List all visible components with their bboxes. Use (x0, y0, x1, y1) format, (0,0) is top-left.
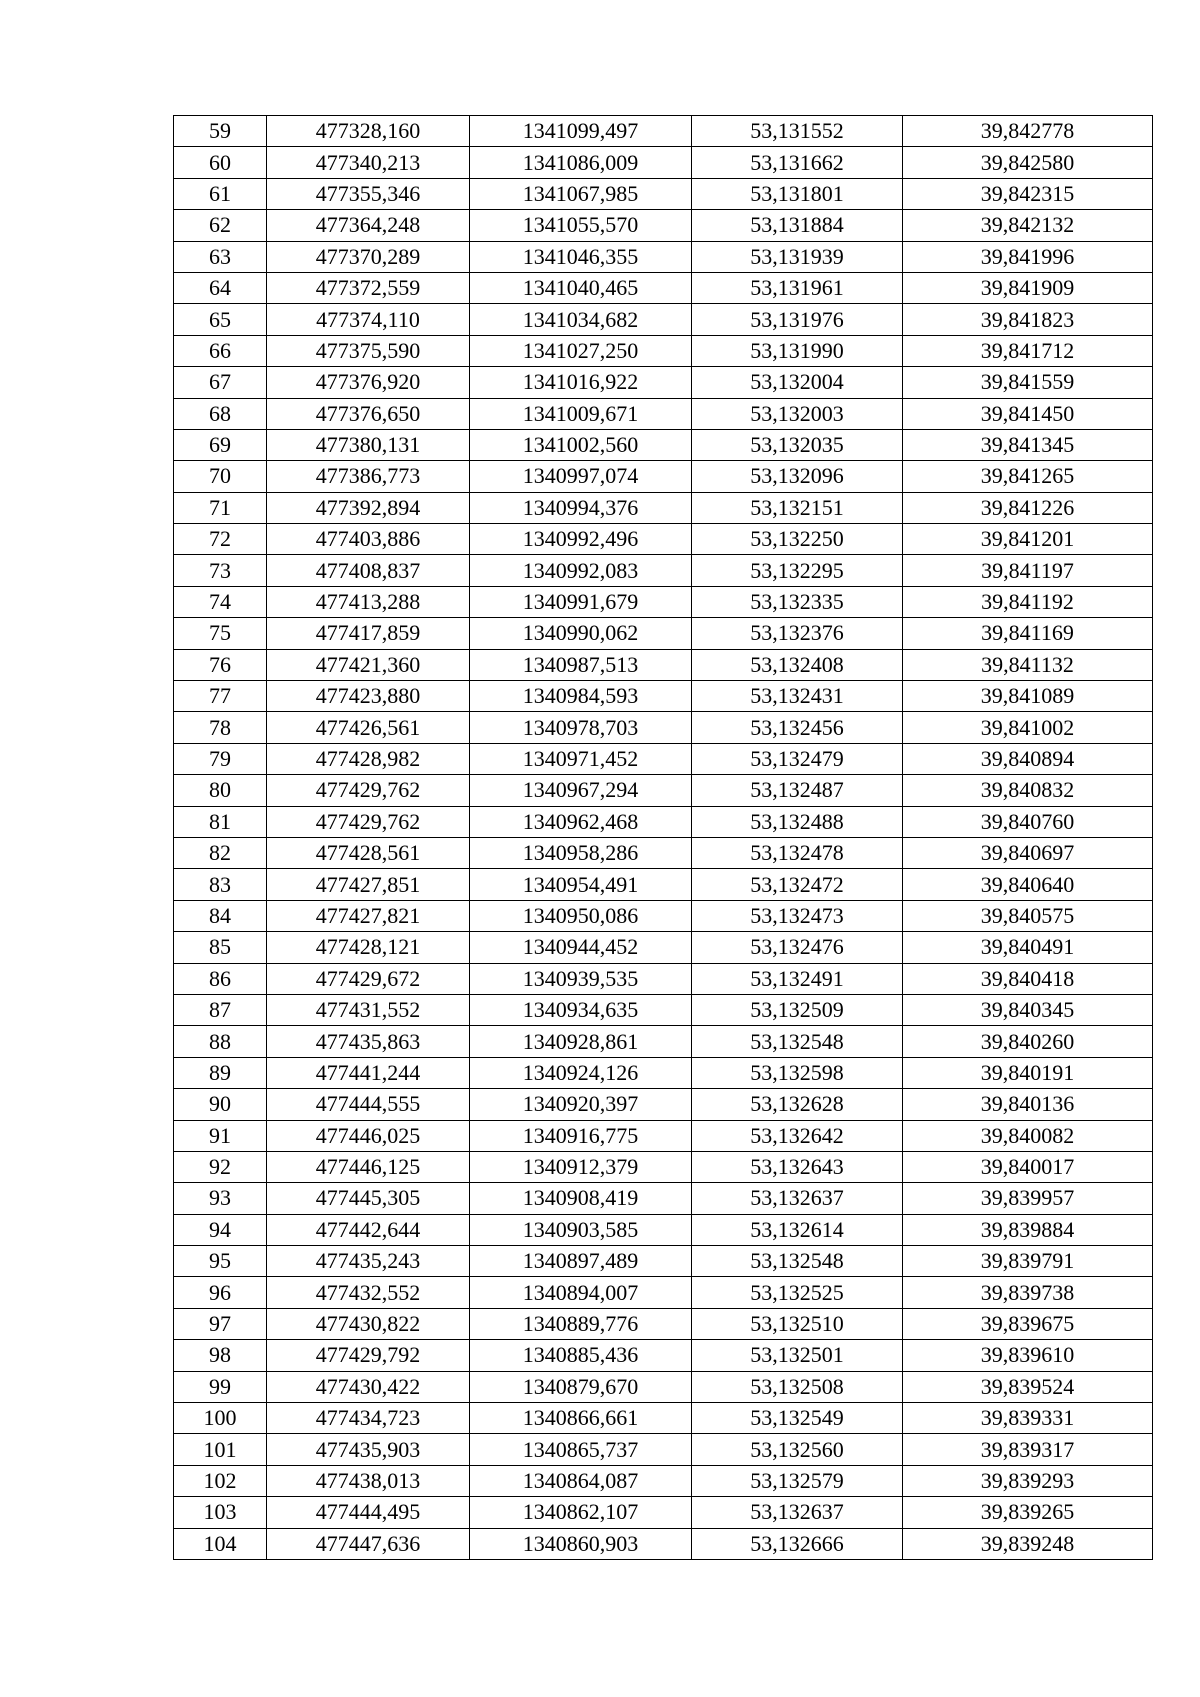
x-coordinate-cell: 477427,821 (267, 900, 470, 931)
longitude-cell: 39,839610 (903, 1340, 1153, 1371)
longitude-cell: 39,841201 (903, 524, 1153, 555)
latitude-cell: 53,131976 (692, 304, 903, 335)
y-coordinate-cell: 1340934,635 (470, 994, 692, 1025)
x-coordinate-cell: 477429,762 (267, 775, 470, 806)
table-row (174, 963, 1153, 994)
table-row (174, 1246, 1153, 1277)
point-number-cell: 78 (174, 712, 267, 743)
x-coordinate-cell: 477442,644 (267, 1214, 470, 1245)
table-row (174, 837, 1153, 868)
latitude-cell: 53,131961 (692, 272, 903, 303)
longitude-cell: 39,840191 (903, 1057, 1153, 1088)
table-row (174, 1497, 1153, 1528)
x-coordinate-cell: 477429,672 (267, 963, 470, 994)
table-row (174, 1465, 1153, 1496)
x-coordinate-cell: 477355,346 (267, 178, 470, 209)
table-row (174, 932, 1153, 963)
x-coordinate-cell: 477328,160 (267, 116, 470, 147)
latitude-cell: 53,132487 (692, 775, 903, 806)
point-number-cell: 75 (174, 618, 267, 649)
point-number-cell: 62 (174, 210, 267, 241)
x-coordinate-cell: 477372,559 (267, 272, 470, 303)
table-row (174, 1026, 1153, 1057)
table-row (174, 1528, 1153, 1559)
table-row (174, 241, 1153, 272)
table-row (174, 869, 1153, 900)
point-number-cell: 93 (174, 1183, 267, 1214)
point-number-cell: 101 (174, 1434, 267, 1465)
y-coordinate-cell: 1340865,737 (470, 1434, 692, 1465)
y-coordinate-cell: 1340992,083 (470, 555, 692, 586)
y-coordinate-cell: 1340908,419 (470, 1183, 692, 1214)
x-coordinate-cell: 477435,243 (267, 1246, 470, 1277)
x-coordinate-cell: 477429,792 (267, 1340, 470, 1371)
point-number-cell: 98 (174, 1340, 267, 1371)
table-row (174, 1057, 1153, 1088)
y-coordinate-cell: 1340860,903 (470, 1528, 692, 1559)
table-row (174, 1183, 1153, 1214)
x-coordinate-cell: 477438,013 (267, 1465, 470, 1496)
x-coordinate-cell: 477423,880 (267, 681, 470, 712)
coordinates-table-body (174, 116, 1153, 1560)
y-coordinate-cell: 1341034,682 (470, 304, 692, 335)
longitude-cell: 39,840575 (903, 900, 1153, 931)
point-number-cell: 73 (174, 555, 267, 586)
x-coordinate-cell: 477413,288 (267, 586, 470, 617)
table-row (174, 524, 1153, 555)
y-coordinate-cell: 1340987,513 (470, 649, 692, 680)
table-row (174, 461, 1153, 492)
x-coordinate-cell: 477386,773 (267, 461, 470, 492)
longitude-cell: 39,839957 (903, 1183, 1153, 1214)
x-coordinate-cell: 477375,590 (267, 335, 470, 366)
longitude-cell: 39,841823 (903, 304, 1153, 335)
table-row (174, 1277, 1153, 1308)
point-number-cell: 85 (174, 932, 267, 963)
table-row (174, 649, 1153, 680)
latitude-cell: 53,132579 (692, 1465, 903, 1496)
point-number-cell: 95 (174, 1246, 267, 1277)
y-coordinate-cell: 1340971,452 (470, 743, 692, 774)
x-coordinate-cell: 477376,920 (267, 367, 470, 398)
y-coordinate-cell: 1341016,922 (470, 367, 692, 398)
x-coordinate-cell: 477421,360 (267, 649, 470, 680)
y-coordinate-cell: 1340862,107 (470, 1497, 692, 1528)
latitude-cell: 53,132628 (692, 1089, 903, 1120)
longitude-cell: 39,840017 (903, 1151, 1153, 1182)
latitude-cell: 53,132509 (692, 994, 903, 1025)
y-coordinate-cell: 1340894,007 (470, 1277, 692, 1308)
latitude-cell: 53,132642 (692, 1120, 903, 1151)
point-number-cell: 94 (174, 1214, 267, 1245)
longitude-cell: 39,839248 (903, 1528, 1153, 1559)
x-coordinate-cell: 477430,822 (267, 1308, 470, 1339)
table-row (174, 272, 1153, 303)
y-coordinate-cell: 1340924,126 (470, 1057, 692, 1088)
longitude-cell: 39,840832 (903, 775, 1153, 806)
table-row (174, 681, 1153, 712)
x-coordinate-cell: 477428,982 (267, 743, 470, 774)
y-coordinate-cell: 1341040,465 (470, 272, 692, 303)
table-row (174, 1308, 1153, 1339)
y-coordinate-cell: 1340864,087 (470, 1465, 692, 1496)
x-coordinate-cell: 477445,305 (267, 1183, 470, 1214)
latitude-cell: 53,132549 (692, 1403, 903, 1434)
longitude-cell: 39,840260 (903, 1026, 1153, 1057)
x-coordinate-cell: 477430,422 (267, 1371, 470, 1402)
table-row (174, 743, 1153, 774)
x-coordinate-cell: 477340,213 (267, 147, 470, 178)
longitude-cell: 39,839317 (903, 1434, 1153, 1465)
latitude-cell: 53,132456 (692, 712, 903, 743)
table-row (174, 586, 1153, 617)
x-coordinate-cell: 477432,552 (267, 1277, 470, 1308)
latitude-cell: 53,132478 (692, 837, 903, 868)
y-coordinate-cell: 1340928,861 (470, 1026, 692, 1057)
latitude-cell: 53,132637 (692, 1497, 903, 1528)
table-row (174, 335, 1153, 366)
longitude-cell: 39,839675 (903, 1308, 1153, 1339)
point-number-cell: 92 (174, 1151, 267, 1182)
point-number-cell: 60 (174, 147, 267, 178)
y-coordinate-cell: 1340903,585 (470, 1214, 692, 1245)
point-number-cell: 79 (174, 743, 267, 774)
point-number-cell: 80 (174, 775, 267, 806)
latitude-cell: 53,131552 (692, 116, 903, 147)
y-coordinate-cell: 1341002,560 (470, 429, 692, 460)
table-row (174, 210, 1153, 241)
y-coordinate-cell: 1340889,776 (470, 1308, 692, 1339)
table-row (174, 1371, 1153, 1402)
latitude-cell: 53,132335 (692, 586, 903, 617)
y-coordinate-cell: 1340978,703 (470, 712, 692, 743)
x-coordinate-cell: 477431,552 (267, 994, 470, 1025)
y-coordinate-cell: 1340984,593 (470, 681, 692, 712)
longitude-cell: 39,840640 (903, 869, 1153, 900)
longitude-cell: 39,840136 (903, 1089, 1153, 1120)
longitude-cell: 39,841002 (903, 712, 1153, 743)
latitude-cell: 53,132376 (692, 618, 903, 649)
longitude-cell: 39,839791 (903, 1246, 1153, 1277)
longitude-cell: 39,839884 (903, 1214, 1153, 1245)
latitude-cell: 53,132548 (692, 1026, 903, 1057)
latitude-cell: 53,132004 (692, 367, 903, 398)
x-coordinate-cell: 477374,110 (267, 304, 470, 335)
x-coordinate-cell: 477428,121 (267, 932, 470, 963)
latitude-cell: 53,132548 (692, 1246, 903, 1277)
point-number-cell: 89 (174, 1057, 267, 1088)
x-coordinate-cell: 477441,244 (267, 1057, 470, 1088)
y-coordinate-cell: 1340912,379 (470, 1151, 692, 1182)
longitude-cell: 39,841226 (903, 492, 1153, 523)
latitude-cell: 53,132479 (692, 743, 903, 774)
table-row (174, 1340, 1153, 1371)
latitude-cell: 53,132508 (692, 1371, 903, 1402)
table-row (174, 116, 1153, 147)
point-number-cell: 65 (174, 304, 267, 335)
latitude-cell: 53,132637 (692, 1183, 903, 1214)
y-coordinate-cell: 1340866,661 (470, 1403, 692, 1434)
point-number-cell: 67 (174, 367, 267, 398)
longitude-cell: 39,842580 (903, 147, 1153, 178)
table-row (174, 1214, 1153, 1245)
x-coordinate-cell: 477447,636 (267, 1528, 470, 1559)
point-number-cell: 74 (174, 586, 267, 617)
latitude-cell: 53,132491 (692, 963, 903, 994)
point-number-cell: 84 (174, 900, 267, 931)
x-coordinate-cell: 477417,859 (267, 618, 470, 649)
latitude-cell: 53,132525 (692, 1277, 903, 1308)
point-number-cell: 61 (174, 178, 267, 209)
latitude-cell: 53,132643 (692, 1151, 903, 1182)
point-number-cell: 100 (174, 1403, 267, 1434)
longitude-cell: 39,841559 (903, 367, 1153, 398)
point-number-cell: 86 (174, 963, 267, 994)
y-coordinate-cell: 1341009,671 (470, 398, 692, 429)
table-row (174, 492, 1153, 523)
table-row (174, 1120, 1153, 1151)
longitude-cell: 39,841265 (903, 461, 1153, 492)
x-coordinate-cell: 477446,025 (267, 1120, 470, 1151)
x-coordinate-cell: 477408,837 (267, 555, 470, 586)
latitude-cell: 53,131939 (692, 241, 903, 272)
y-coordinate-cell: 1341046,355 (470, 241, 692, 272)
table-row (174, 304, 1153, 335)
table-row (174, 555, 1153, 586)
longitude-cell: 39,839265 (903, 1497, 1153, 1528)
latitude-cell: 53,132295 (692, 555, 903, 586)
x-coordinate-cell: 477435,863 (267, 1026, 470, 1057)
longitude-cell: 39,840491 (903, 932, 1153, 963)
table-row (174, 178, 1153, 209)
latitude-cell: 53,132151 (692, 492, 903, 523)
x-coordinate-cell: 477376,650 (267, 398, 470, 429)
latitude-cell: 53,132598 (692, 1057, 903, 1088)
coordinates-table (173, 115, 1153, 1560)
latitude-cell: 53,132472 (692, 869, 903, 900)
y-coordinate-cell: 1340997,074 (470, 461, 692, 492)
x-coordinate-cell: 477427,851 (267, 869, 470, 900)
longitude-cell: 39,840082 (903, 1120, 1153, 1151)
table-row (174, 398, 1153, 429)
longitude-cell: 39,841450 (903, 398, 1153, 429)
y-coordinate-cell: 1341086,009 (470, 147, 692, 178)
table-row (174, 1089, 1153, 1120)
longitude-cell: 39,841089 (903, 681, 1153, 712)
point-number-cell: 99 (174, 1371, 267, 1402)
x-coordinate-cell: 477435,903 (267, 1434, 470, 1465)
latitude-cell: 53,132431 (692, 681, 903, 712)
y-coordinate-cell: 1340879,670 (470, 1371, 692, 1402)
point-number-cell: 70 (174, 461, 267, 492)
y-coordinate-cell: 1341055,570 (470, 210, 692, 241)
table-row (174, 1151, 1153, 1182)
longitude-cell: 39,840760 (903, 806, 1153, 837)
x-coordinate-cell: 477429,762 (267, 806, 470, 837)
longitude-cell: 39,841197 (903, 555, 1153, 586)
point-number-cell: 68 (174, 398, 267, 429)
y-coordinate-cell: 1340944,452 (470, 932, 692, 963)
point-number-cell: 66 (174, 335, 267, 366)
table-row (174, 618, 1153, 649)
point-number-cell: 91 (174, 1120, 267, 1151)
longitude-cell: 39,840697 (903, 837, 1153, 868)
longitude-cell: 39,841712 (903, 335, 1153, 366)
table-row (174, 994, 1153, 1025)
x-coordinate-cell: 477434,723 (267, 1403, 470, 1434)
table-row (174, 712, 1153, 743)
longitude-cell: 39,840418 (903, 963, 1153, 994)
point-number-cell: 104 (174, 1528, 267, 1559)
longitude-cell: 39,839738 (903, 1277, 1153, 1308)
point-number-cell: 82 (174, 837, 267, 868)
longitude-cell: 39,839293 (903, 1465, 1153, 1496)
x-coordinate-cell: 477380,131 (267, 429, 470, 460)
y-coordinate-cell: 1340954,491 (470, 869, 692, 900)
point-number-cell: 102 (174, 1465, 267, 1496)
latitude-cell: 53,132408 (692, 649, 903, 680)
x-coordinate-cell: 477370,289 (267, 241, 470, 272)
point-number-cell: 90 (174, 1089, 267, 1120)
longitude-cell: 39,839331 (903, 1403, 1153, 1434)
latitude-cell: 53,131801 (692, 178, 903, 209)
y-coordinate-cell: 1340967,294 (470, 775, 692, 806)
y-coordinate-cell: 1340994,376 (470, 492, 692, 523)
point-number-cell: 77 (174, 681, 267, 712)
latitude-cell: 53,132473 (692, 900, 903, 931)
longitude-cell: 39,840894 (903, 743, 1153, 774)
table-row (174, 775, 1153, 806)
latitude-cell: 53,132476 (692, 932, 903, 963)
x-coordinate-cell: 477392,894 (267, 492, 470, 523)
longitude-cell: 39,841345 (903, 429, 1153, 460)
y-coordinate-cell: 1340992,496 (470, 524, 692, 555)
x-coordinate-cell: 477403,886 (267, 524, 470, 555)
y-coordinate-cell: 1341067,985 (470, 178, 692, 209)
latitude-cell: 53,131990 (692, 335, 903, 366)
y-coordinate-cell: 1340950,086 (470, 900, 692, 931)
y-coordinate-cell: 1340916,775 (470, 1120, 692, 1151)
longitude-cell: 39,842132 (903, 210, 1153, 241)
longitude-cell: 39,839524 (903, 1371, 1153, 1402)
y-coordinate-cell: 1341099,497 (470, 116, 692, 147)
y-coordinate-cell: 1341027,250 (470, 335, 692, 366)
point-number-cell: 96 (174, 1277, 267, 1308)
table-row (174, 1434, 1153, 1465)
y-coordinate-cell: 1340885,436 (470, 1340, 692, 1371)
latitude-cell: 53,132501 (692, 1340, 903, 1371)
y-coordinate-cell: 1340958,286 (470, 837, 692, 868)
latitude-cell: 53,132614 (692, 1214, 903, 1245)
table-row (174, 806, 1153, 837)
y-coordinate-cell: 1340962,468 (470, 806, 692, 837)
point-number-cell: 64 (174, 272, 267, 303)
x-coordinate-cell: 477428,561 (267, 837, 470, 868)
point-number-cell: 88 (174, 1026, 267, 1057)
x-coordinate-cell: 477446,125 (267, 1151, 470, 1182)
longitude-cell: 39,841192 (903, 586, 1153, 617)
latitude-cell: 53,131662 (692, 147, 903, 178)
point-number-cell: 59 (174, 116, 267, 147)
table-row (174, 147, 1153, 178)
latitude-cell: 53,132666 (692, 1528, 903, 1559)
point-number-cell: 81 (174, 806, 267, 837)
x-coordinate-cell: 477364,248 (267, 210, 470, 241)
latitude-cell: 53,132560 (692, 1434, 903, 1465)
point-number-cell: 72 (174, 524, 267, 555)
table-row (174, 367, 1153, 398)
latitude-cell: 53,132096 (692, 461, 903, 492)
longitude-cell: 39,841132 (903, 649, 1153, 680)
point-number-cell: 103 (174, 1497, 267, 1528)
table-row (174, 900, 1153, 931)
latitude-cell: 53,131884 (692, 210, 903, 241)
table-row (174, 429, 1153, 460)
longitude-cell: 39,841996 (903, 241, 1153, 272)
point-number-cell: 87 (174, 994, 267, 1025)
latitude-cell: 53,132003 (692, 398, 903, 429)
point-number-cell: 76 (174, 649, 267, 680)
y-coordinate-cell: 1340897,489 (470, 1246, 692, 1277)
point-number-cell: 63 (174, 241, 267, 272)
longitude-cell: 39,841909 (903, 272, 1153, 303)
table-row (174, 1403, 1153, 1434)
y-coordinate-cell: 1340990,062 (470, 618, 692, 649)
y-coordinate-cell: 1340920,397 (470, 1089, 692, 1120)
y-coordinate-cell: 1340991,679 (470, 586, 692, 617)
x-coordinate-cell: 477444,555 (267, 1089, 470, 1120)
point-number-cell: 69 (174, 429, 267, 460)
latitude-cell: 53,132035 (692, 429, 903, 460)
x-coordinate-cell: 477426,561 (267, 712, 470, 743)
point-number-cell: 83 (174, 869, 267, 900)
latitude-cell: 53,132510 (692, 1308, 903, 1339)
longitude-cell: 39,842315 (903, 178, 1153, 209)
latitude-cell: 53,132250 (692, 524, 903, 555)
y-coordinate-cell: 1340939,535 (470, 963, 692, 994)
longitude-cell: 39,841169 (903, 618, 1153, 649)
point-number-cell: 97 (174, 1308, 267, 1339)
point-number-cell: 71 (174, 492, 267, 523)
longitude-cell: 39,842778 (903, 116, 1153, 147)
latitude-cell: 53,132488 (692, 806, 903, 837)
x-coordinate-cell: 477444,495 (267, 1497, 470, 1528)
longitude-cell: 39,840345 (903, 994, 1153, 1025)
